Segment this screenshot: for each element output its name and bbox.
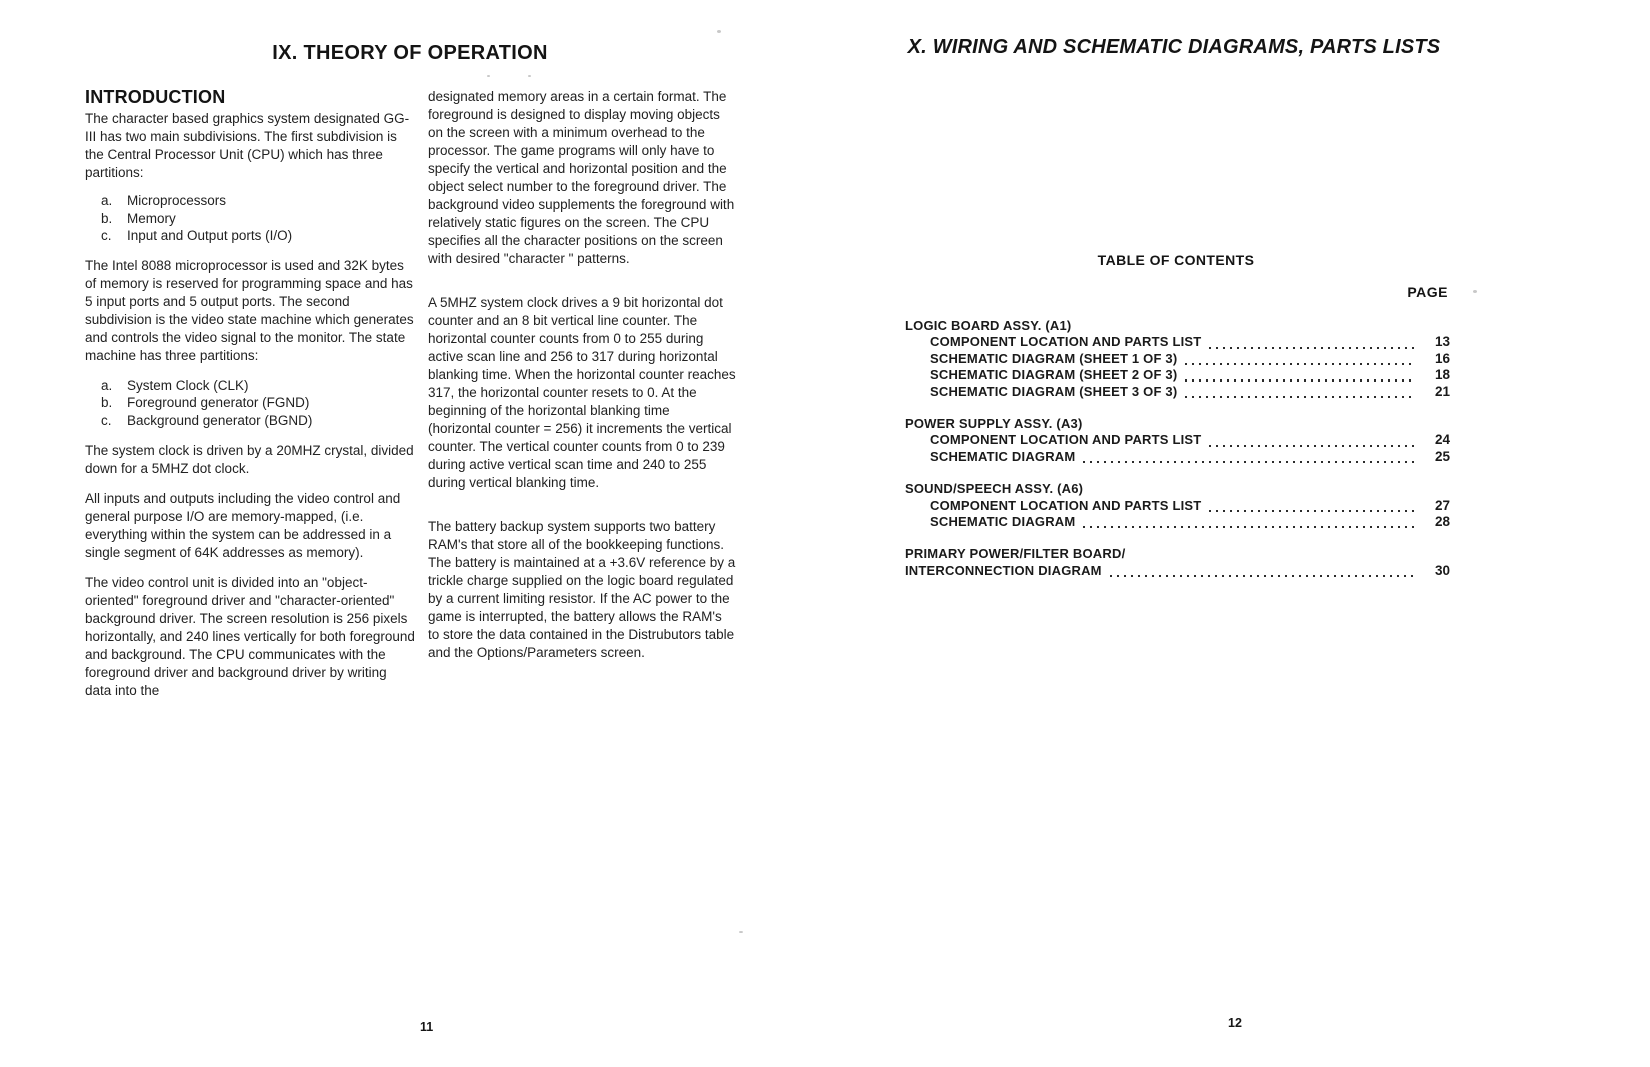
toc-entry-page: 18 (1434, 367, 1450, 383)
list-marker: a. (101, 193, 113, 208)
scan-artifact (717, 30, 721, 33)
dot-leader (1209, 445, 1416, 447)
list-text: Foreground generator (FGND) (127, 395, 310, 411)
list-marker: c. (101, 228, 112, 244)
left-page-title: IX. THEORY OF OPERATION (272, 42, 548, 64)
toc-entry-page: 27 (1434, 497, 1450, 513)
toc-entry-label: COMPONENT LOCATION AND PARTS LIST (930, 432, 1202, 448)
paragraph: A 5MHZ system clock drives a 9 bit horizontal dot counter and an 8 bit vertical line counter. The horizontal counter counts from 0 to 255 during active scan line and 256 to 317 during horizontal blanking time. When the horizontal counter reaches 317, the horizontal counter resets to 0. At the beginning of the horizontal blanking time (horizontal counter = 256) it increments the vertical counter. The vertical counter counts from 0 to 239 during active vertical scan time and 240 to 255 during vertical blanking time. (428, 295, 736, 490)
list-text: Input and Output ports (I/O) (127, 228, 293, 244)
toc-section-heading: LOGIC BOARD ASSY. (A1) (905, 318, 1072, 333)
list-text: Microprocessors (127, 193, 227, 208)
list-marker: b. (101, 395, 113, 411)
toc-section-heading: SOUND/SPEECH ASSY. (A6) (905, 481, 1084, 497)
toc-section-heading: POWER SUPPLY ASSY. (A3) (905, 416, 1083, 432)
introduction-heading: INTRODUCTION (85, 87, 226, 107)
dot-leader (1083, 461, 1416, 463)
list-item (101, 377, 415, 395)
right-page-number: 12 (1228, 1016, 1242, 1030)
list-item (101, 394, 415, 412)
toc-entry-label: SCHEMATIC DIAGRAM (930, 448, 1076, 464)
left-page-number: 11 (420, 1020, 434, 1034)
cpu-partition-list (101, 192, 415, 245)
dot-leader (1185, 396, 1416, 398)
left-page-column-1 (85, 88, 415, 712)
paragraph: The system clock is driven by a 20MHZ crystal, divided down for a 5MHZ dot clock. (85, 442, 414, 476)
scan-artifact (1473, 290, 1477, 293)
toc-section-power-supply (905, 416, 1450, 465)
paragraph: The character based graphics system designated GG-III has two main subdivisions. The first subdivision is the Central Processor Unit (CPU) which has three partitions: (85, 111, 410, 180)
paragraph: The battery backup system supports two battery RAM's that store all of the bookkeeping functions. The battery is maintained at a +3.6V reference by a trickle charge supplied on the logic board regulated by a current limiting resistor. If the AC power to the game is interrupted, the battery allows the RAM's to store the data contained in the Distrubutors table and the Options/Parameters screen. (428, 519, 736, 660)
toc-entry-page: 30 (1434, 562, 1450, 578)
list-text: Background generator (BGND) (127, 412, 313, 428)
paragraph: The Intel 8088 microprocessor is used and 32K bytes of memory is reserved for programming space and has 5 input ports and 5 output ports. The second subdivision is the video state machine which generates and controls the video signal to the monitor. The state machine has three partitions: (85, 257, 414, 363)
dot-leader (1185, 379, 1416, 381)
toc-title: TABLE OF CONTENTS (1097, 252, 1255, 268)
toc-entry (905, 514, 1450, 530)
toc-entry (905, 449, 1450, 465)
toc-entry (905, 563, 1450, 579)
dot-leader (1185, 363, 1416, 365)
table-of-contents (905, 318, 1450, 595)
left-page-column-2 (428, 88, 736, 674)
scan-artifact (487, 75, 490, 77)
toc-entry-label: COMPONENT LOCATION AND PARTS LIST (930, 497, 1202, 513)
dot-leader (1083, 526, 1416, 528)
toc-entry (905, 334, 1450, 350)
list-text: System Clock (CLK) (127, 377, 249, 393)
list-item (101, 412, 415, 430)
toc-entry-page: 24 (1434, 432, 1450, 448)
list-text: Memory (127, 210, 176, 226)
toc-entry-page: 16 (1434, 350, 1450, 366)
toc-entry-page: 28 (1434, 514, 1450, 530)
toc-entry-page: 25 (1434, 448, 1450, 464)
toc-entry-label: INTERCONNECTION DIAGRAM (905, 562, 1102, 578)
scan-artifact (528, 75, 531, 77)
toc-entry-label: SCHEMATIC DIAGRAM (SHEET 2 OF 3) (930, 367, 1178, 383)
toc-entry-label: SCHEMATIC DIAGRAM (SHEET 1 OF 3) (930, 350, 1178, 366)
paragraph: designated memory areas in a certain format. The foreground is designed to display moving objects on the screen with a minimum overhead to the processor. The game programs will only have to specify the vertical and horizontal position and the object select number to the foreground driver. The background video supplements the foreground with relatively static figures on the screen. The CPU specifies all the character positions on the screen with desired "character " patterns. (428, 89, 735, 266)
toc-section-logic-board (905, 318, 1450, 400)
scan-artifact (739, 931, 743, 933)
state-machine-partition-list (101, 377, 415, 430)
toc-entry-page: 13 (1434, 334, 1450, 350)
toc-entry (905, 498, 1450, 514)
list-marker: c. (101, 412, 112, 428)
paragraph: The video control unit is divided into an "object-oriented" foreground driver and "character-oriented" background driver. The screen resolution is 256 pixels horizontally, and 240 lines vertically for both foreground and background. The CPU communicates with the foreground driver and background driver by writing data into the (85, 574, 415, 698)
toc-page-column-header: PAGE (1407, 284, 1448, 300)
toc-entry-label: SCHEMATIC DIAGRAM (930, 514, 1076, 530)
dot-leader (1110, 575, 1416, 577)
paragraph: All inputs and outputs including the video control and general purpose I/O are memory-mapped, (i.e. everything within the system can be addressed in a single segment of 64K addresses as memory). (85, 490, 401, 560)
toc-entry-page: 21 (1434, 383, 1450, 399)
list-marker: a. (101, 377, 113, 393)
dot-leader (1209, 510, 1416, 512)
toc-section-primary-power (905, 546, 1450, 579)
list-item (101, 210, 415, 228)
dot-leader (1209, 347, 1416, 349)
list-item (101, 227, 415, 245)
toc-section-sound-speech (905, 481, 1450, 530)
toc-entry (905, 384, 1450, 400)
toc-entry-label: COMPONENT LOCATION AND PARTS LIST (930, 334, 1202, 350)
list-item (101, 192, 415, 210)
toc-section-heading: PRIMARY POWER/FILTER BOARD/ (905, 546, 1126, 562)
toc-entry-label: SCHEMATIC DIAGRAM (SHEET 3 OF 3) (930, 383, 1178, 399)
toc-entry (905, 351, 1450, 367)
toc-entry (905, 432, 1450, 448)
toc-entry (905, 367, 1450, 383)
right-page-title: X. WIRING AND SCHEMATIC DIAGRAMS, PARTS LISTS (907, 36, 1441, 58)
list-marker: b. (101, 210, 113, 226)
